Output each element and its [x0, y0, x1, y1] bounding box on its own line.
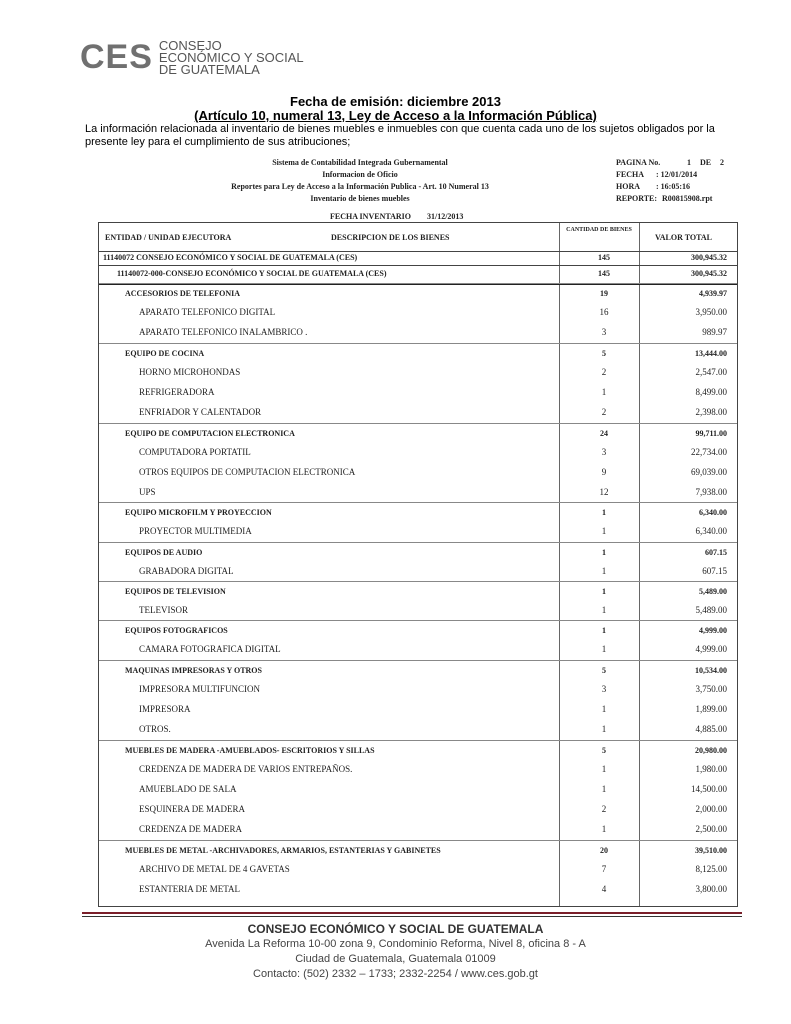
report-law-title: Reportes para Ley de Acceso a la Información Publica - Art. 10 Numeral 13: [231, 182, 489, 191]
row-quantity: 2: [601, 407, 607, 418]
category-row: [99, 740, 737, 760]
row-value: 8,125.00: [695, 863, 727, 874]
table-row: [99, 799, 737, 819]
row-value: 3,750.00: [695, 683, 727, 694]
footer-rule: [82, 916, 742, 917]
header-valor: VALOR TOTAL: [655, 233, 712, 242]
row-value: 2,500.00: [695, 824, 727, 835]
row-quantity: 5: [602, 348, 606, 358]
table-row: [99, 779, 737, 799]
category-row: [99, 542, 737, 562]
row-description: OTROS.: [139, 724, 171, 735]
row-value: 607.15: [702, 565, 727, 576]
row-quantity: 1: [601, 724, 607, 735]
category-row: [99, 423, 737, 443]
row-value: 607.15: [705, 547, 727, 557]
table-row: [99, 402, 737, 422]
row-value: 2,398.00: [695, 407, 727, 418]
row-value: 4,885.00: [695, 724, 727, 735]
row-value: 2,000.00: [695, 804, 727, 815]
table-row: [99, 302, 737, 322]
row-value: 10,534.00: [695, 665, 727, 675]
row-description: MUEBLES DE METAL -ARCHIVADORES, ARMARIOS, ESTANTERIAS Y GABINETES: [125, 845, 441, 855]
table-row: [99, 719, 737, 739]
row-description: ENFRIADOR Y CALENTADOR: [139, 407, 262, 418]
table-row: [99, 442, 737, 462]
row-quantity: 3: [601, 683, 607, 694]
row-quantity: 2: [601, 804, 607, 815]
category-row: [99, 502, 737, 522]
row-value: 5,489.00: [699, 587, 727, 596]
row-value: 14,500.00: [691, 783, 727, 794]
row-quantity: 5: [602, 665, 606, 675]
row-value: 1,980.00: [695, 763, 727, 774]
row-value: 3,800.00: [695, 884, 727, 894]
footer-contact: Contacto: (502) 2332 – 1733; 2332-2254 / www.ces.gob.gt: [253, 968, 538, 980]
row-description: APARATO TELEFONICO DIGITAL: [139, 307, 276, 317]
row-value: 300,945.32: [691, 253, 727, 262]
row-quantity: 1: [602, 547, 606, 557]
report-subtitle: Informacion de Oficio: [322, 170, 398, 179]
row-quantity: 19: [600, 289, 608, 298]
row-quantity: 16: [599, 307, 609, 317]
table-row: [99, 679, 737, 699]
row-value: 300,945.32: [691, 269, 727, 278]
table-row: [99, 362, 737, 382]
logo-mark: CES: [80, 38, 153, 76]
row-quantity: 24: [600, 428, 608, 438]
logo-line-2: ECONÓMICO Y SOCIAL: [158, 49, 304, 65]
de-label: DE: [700, 158, 712, 167]
row-description: IMPRESORA MULTIFUNCION: [139, 683, 260, 694]
row-quantity: 1: [601, 824, 607, 835]
footer-org: CONSEJO ECONÓMICO Y SOCIAL DE GUATEMALA: [247, 922, 544, 936]
report-time: [616, 181, 690, 192]
footer-address: Avenida La Reforma 10-00 zona 9, Condominio Reforma, Nivel 8, oficina 8 - A: [205, 938, 586, 950]
table-row: [99, 859, 737, 879]
ces-logo: [80, 38, 304, 77]
row-value: 7,938.00: [695, 487, 727, 498]
row-description: MUEBLES DE MADERA -AMUEBLADOS- ESCRITORIOS Y SILLAS: [125, 745, 375, 755]
row-quantity: 5: [602, 745, 606, 755]
row-description: ESTANTERIA DE METAL: [139, 884, 241, 894]
row-description: ACCESORIOS DE TELEFONIA: [125, 289, 240, 298]
article-title: (Artículo 10, numeral 13, Ley de Acceso a la Información Pública): [194, 108, 597, 123]
row-value: 4,999.00: [695, 644, 727, 655]
table-row: [99, 482, 737, 502]
row-description: GRABADORA DIGITAL: [139, 565, 234, 576]
row-value: 22,734.00: [691, 446, 727, 457]
row-quantity: 3: [601, 446, 607, 457]
row-quantity: 7: [601, 863, 607, 874]
inventory-date-value: 31/12/2013: [426, 212, 464, 221]
row-description: COMPUTADORA PORTATIL: [139, 446, 251, 457]
row-value: 39,510.00: [695, 845, 727, 855]
reporte-value: R00815908.rpt: [662, 194, 713, 203]
pagina-value: 1: [687, 158, 691, 167]
row-quantity: 1: [601, 565, 607, 576]
row-quantity: 1: [601, 644, 607, 655]
report-inventory-title: Inventario de bienes muebles: [310, 194, 410, 203]
row-description: EQUIPO DE COCINA: [125, 348, 205, 358]
reporte-label: REPORTE:: [616, 194, 658, 203]
hora-label: HORA: [616, 182, 640, 191]
row-description: CREDENZA DE MADERA DE VARIOS ENTREPAÑOS.: [139, 763, 353, 774]
table-row: [99, 322, 737, 342]
pagina-label: PAGINA No.: [616, 158, 661, 167]
row-value: 6,340.00: [695, 526, 727, 537]
row-value: 69,039.00: [691, 466, 727, 477]
row-value: 2,547.00: [695, 366, 727, 377]
category-row: [99, 840, 737, 860]
row-description: CREDENZA DE MADERA: [139, 824, 242, 835]
row-quantity: 1: [601, 526, 607, 537]
row-quantity: 1: [602, 587, 606, 596]
row-description: EQUIPOS DE AUDIO: [125, 547, 203, 557]
header-descripcion: DESCRIPCION DE LOS BIENES: [331, 233, 450, 242]
row-quantity: 1: [601, 386, 607, 397]
table-row: [99, 561, 737, 581]
report-file: [616, 193, 712, 204]
inventory-date: [330, 212, 463, 221]
row-description: IMPRESORA: [139, 703, 191, 714]
row-value: 8,499.00: [695, 386, 727, 397]
report-system-name: Sistema de Contabilidad Integrada Gubernamental: [272, 158, 448, 167]
table-row: [99, 521, 737, 541]
row-quantity: 145: [598, 253, 610, 262]
row-quantity: 1: [602, 508, 606, 518]
page-number: [616, 157, 724, 168]
row-quantity: 1: [601, 763, 607, 774]
row-description: 11140072-000-CONSEJO ECONÓMICO Y SOCIAL DE GUATEMALA (CES): [117, 269, 387, 278]
table-row: [99, 879, 737, 899]
category-row: [99, 581, 737, 601]
table-row: [99, 699, 737, 719]
category-row: [99, 660, 737, 680]
row-quantity: 1: [601, 783, 607, 794]
row-description: UPS: [139, 487, 156, 498]
row-description: EQUIPO MICROFILM Y PROYECCION: [125, 508, 272, 518]
row-quantity: 1: [601, 605, 607, 615]
table-row: [99, 819, 737, 839]
table-row: [99, 759, 737, 779]
row-description: TELEVISOR: [139, 605, 188, 615]
row-description: PROYECTOR MULTIMEDIA: [139, 526, 252, 537]
table-row: [99, 639, 737, 659]
row-description: ESQUINERA DE MADERA: [139, 804, 246, 815]
table-header: [99, 223, 737, 252]
row-description: REFRIGERADORA: [139, 386, 215, 397]
row-description: 11140072 CONSEJO ECONÓMICO Y SOCIAL DE GUATEMALA (CES): [103, 253, 358, 262]
row-quantity: 12: [599, 487, 609, 498]
row-description: EQUIPOS FOTOGRAFICOS: [125, 626, 228, 636]
category-row: [99, 343, 737, 363]
row-quantity: 1: [602, 626, 606, 636]
row-value: 4,939.97: [699, 289, 727, 298]
report-date: [616, 169, 697, 180]
row-description: MAQUINAS IMPRESORAS Y OTROS: [125, 665, 262, 675]
row-quantity: 9: [601, 466, 607, 477]
fecha-label: FECHA: [616, 170, 644, 179]
emission-date-title: Fecha de emisión: diciembre 2013: [290, 94, 501, 109]
row-value: 6,340.00: [699, 508, 727, 518]
table-row: [99, 600, 737, 620]
row-description: AMUEBLADO DE SALA: [139, 783, 237, 794]
inventory-table: [98, 222, 738, 907]
row-description: EQUIPOS DE TELEVISION: [125, 587, 226, 596]
header-cantidad: CANTIDAD DE BIENES: [566, 227, 632, 233]
row-quantity: 3: [601, 327, 607, 338]
row-description: APARATO TELEFONICO INALAMBRICO .: [139, 327, 308, 338]
table-row: [99, 462, 737, 482]
footer-city: Ciudad de Guatemala, Guatemala 01009: [295, 953, 496, 965]
header-entidad: ENTIDAD / UNIDAD EJECUTORA: [105, 233, 232, 242]
category-row: [99, 283, 737, 303]
row-value: 13,444.00: [695, 348, 727, 358]
entity-row: [99, 251, 737, 266]
fecha-value: : 12/01/2014: [656, 170, 698, 179]
entity-row: [99, 265, 737, 285]
footer-rule: [82, 912, 742, 914]
logo-line-3: DE GUATEMALA: [158, 61, 260, 77]
intro-paragraph: La información relacionada al inventario de bienes muebles e inmuebles con que cuenta cada uno de los sujetos obligados por la presente ley para el cumplimiento de sus atribuciones;: [85, 123, 715, 148]
row-value: 1,899.00: [695, 703, 727, 714]
row-value: 20,980.00: [695, 745, 727, 755]
row-description: EQUIPO DE COMPUTACION ELECTRONICA: [125, 428, 295, 438]
row-value: 5,489.00: [695, 605, 727, 615]
row-description: ARCHIVO DE METAL DE 4 GAVETAS: [139, 863, 290, 874]
row-quantity: 4: [601, 884, 607, 894]
row-description: HORNO MICROHONDAS: [139, 366, 241, 377]
row-quantity: 20: [600, 845, 608, 855]
logo-text: [158, 37, 304, 77]
row-description: CAMARA FOTOGRAFICA DIGITAL: [139, 644, 281, 655]
hora-value: : 16:05:16: [656, 182, 690, 191]
row-quantity: 1: [601, 703, 607, 714]
row-description: OTROS EQUIPOS DE COMPUTACION ELECTRONICA: [139, 466, 356, 477]
inventory-date-label: FECHA INVENTARIO: [330, 212, 411, 221]
category-row: [99, 620, 737, 640]
de-value: 2: [720, 158, 724, 167]
table-row: [99, 382, 737, 402]
row-quantity: 145: [598, 269, 610, 278]
row-value: 99,711.00: [695, 428, 727, 438]
row-quantity: 2: [601, 366, 607, 377]
row-value: 4,999.00: [699, 626, 727, 636]
row-value: 3,950.00: [695, 307, 727, 317]
row-value: 989.97: [702, 327, 727, 338]
logo-line-1: CONSEJO: [158, 37, 222, 53]
